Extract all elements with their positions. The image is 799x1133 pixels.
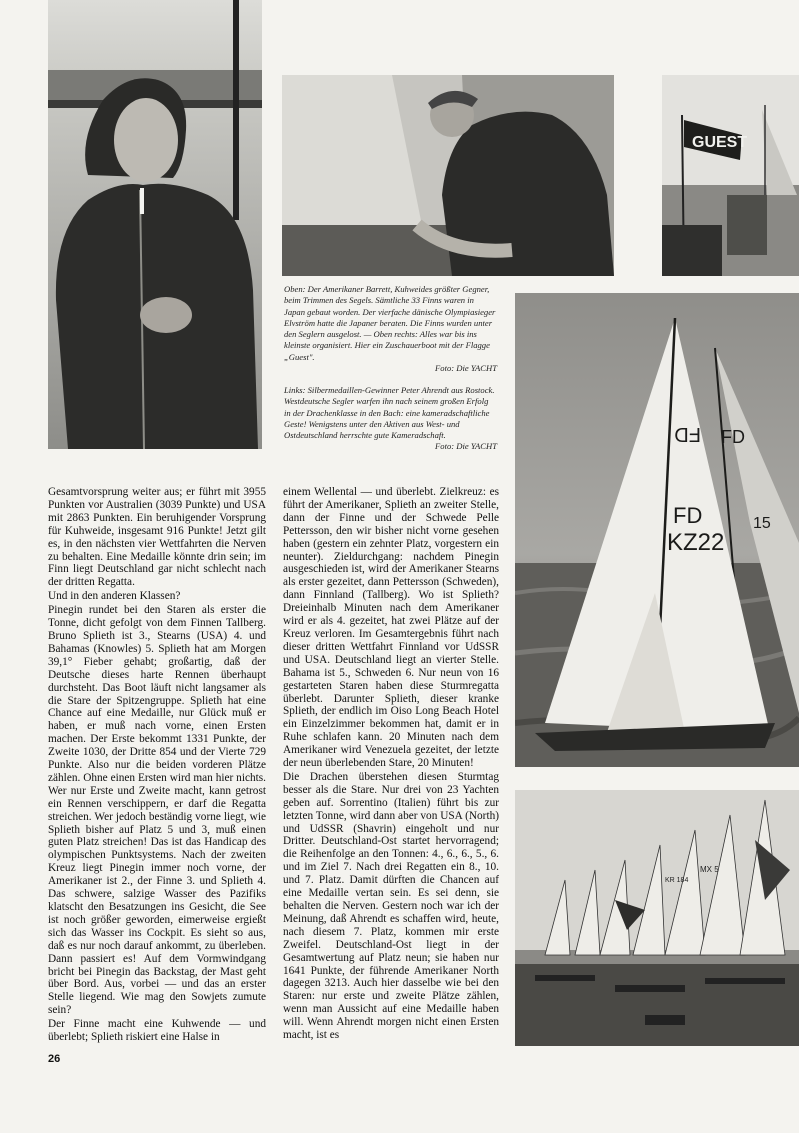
photo-barrett-trimming xyxy=(282,75,614,276)
paragraph: Die Drachen überstehen diesen Sturmtag besser als die Stare. Nur drei von 23 Yachten geben auf. Sorrentino (Italien) führt bis zur letzten Tonne, wird dann aber von USA (North) und UdSSR (Shavrin) eingeholt und nur Dritter. Deutschland-Ost startet hervorragend; die Reihenfolge an den Tonnen: 4., 6., 6., 5., 6. und im Ziel 7. Nach drei Regatten ein 8., 10. und 7. Platz. Damit dürften die Chancen auf eine Medaille vertan sein. Es sei denn, sie behalten die Nerven. Gestern noch war ich der Meinung, daß Ahrendt es schaffen wird, heute, nach diesem 7. Platz, kommen mir erste Zweifel. Deutschland-Ost liegt in der Gesamtwertung auf Platz neun; sie haben nur 1641 Punkte, der führende Amerikaner North dagegen 3213. Auch hier dasselbe wie bei den Staren: nur erste und zweite Plätze zählen, wenn man Aussicht auf eine Medaille haben will. Wenn Ahrendt morgen nicht einen Ersten macht, ist es xyxy=(283,770,499,1042)
paragraph: Und in den anderen Klassen? xyxy=(48,590,181,603)
boat-label-mx5: MX 5 xyxy=(700,865,719,874)
paragraph: Pinegin rundet bei den Staren als erster die Tonne, dicht gefolgt von dem Finnen Tallberg. Bruno Splieth ist 3., Stearns (USA) 4. und Bahamas (Knowles) 5. Splieth hat am Morgen 39,1° Fieber gehabt; großartig, daß der Deutsche dieses harte Rennen überhaupt durchsteht. Das Boot läuft nicht langsamer als die Stare der Spitzengruppe. Splieth hat eine Chance auf eine Medaille, nur Glück muß er haben, er muß nach vorne, einen Ersten machen. Der Erste bekommt 1331 Punkte, der Zweite 1030, der Dritte 854 und der Vierte 729 Punkte. Also nur die beiden vorderen Plätze zählen. Ohne einen Ersten wird man hier nichts. Wer nur Erste und Zweite macht, kann getrost ein Rennen verschippern, er darf die Regatta streichen. Wer jedoch beständig vorne liegt, wie Splieth bisher auf Platz 5 und 3, muß einen guten Platz streichen! Das ist das Handicap des olympischen Punktsystems. Nach der zweiten Kreuz liegt Pinegin immer noch vorne, der Amerikaner ist 2., der Finne 3. und Splieth 4. Das schwere, salzige Wasser des Pazifiks klatscht den Besatzungen ins Gesicht, die See ist noch größer geworden, eimerweise ergießt sich das Wasser ins Cockpit. Es sieht so aus, daß es nur noch darauf ankommt, zu überleben. Dann passiert es! Auf dem Vormwindgang bricht bei Pinegin das Backstag, der Mast geht über Bord. Aus, vorbei — und das an erster Stelle liegend. Wie mag den Sowjets zumute sein? xyxy=(48,604,266,1017)
article-column-2 xyxy=(283,486,499,1042)
page-number: 26 xyxy=(48,1053,61,1065)
caption-top-text: Oben: Der Amerikaner Barrett, Kuhweides größter Gegner, beim Trimmen des Segels. Sämtliche 33 Finns waren in Japan gebaut worden. Der vierfache dänische Olympiasieger Elvström hatte die Japaner beraten. Die Finns wurden unter den Seglern ausgelost. — Oben rechts: Alles war bis ins kleinste organisiert. Hier ein Zuschauerboot mit der Flagge „Guest". xyxy=(284,284,496,362)
sail-text-fd: FD xyxy=(673,503,703,528)
sail-text-kz22: KZ22 xyxy=(667,529,725,556)
paragraph: Gesamtvorsprung weiter aus; er führt mit 3955 Punkten vor Australien (3039 Punkte) und USA mit 2863 Punkten. Ein beruhigender Vorsprung für Kuhweide, insgesamt 916 Punkte! Jetzt gilt es, in den nächsten vier Wettfahrten die Nerven zu behalten. Eine Medaille könnte drin sein; im Finn liegt Deutschland gar nicht schlecht nach der dritten Regatta. xyxy=(48,486,266,589)
article-column-1 xyxy=(48,486,266,1044)
photo-flying-dutchman xyxy=(515,293,799,767)
photo-guest-boat xyxy=(662,75,799,276)
photo-harbor-boats xyxy=(515,790,799,1046)
paragraph: einem Wellental — und überlebt. Zielkreuz: es führt der Amerikaner, Splieth an zweiter Stelle, dann der Finne und der Schwede Pelle Pettersson, den wir bisher nicht vorne gesehen haben (gestern ein zehnter Platz, vorgestern ein neunter). Zieldurchgang: nachdem Pinegin ausgeschieden ist, wird der Amerikaner Stearns als erster gezeitet, dann Pettersson (Schweden), dann Finnland (Tallberg). Wo ist Splieth? Dreieinhalb Minuten nach dem Amerikaner wird er als 4. gezeitet, hat zwei Plätze auf der Kreuz verloren. Im Gesamtergebnis führt nach dieser dritten Wettfahrt Finnland vor UdSSR und USA. Deutschland liegt an vierter Stelle. Bahama ist 5., Schweden 6. Nur neun von 16 gestarteten Staren haben diese Sturmregatta überlebt. Darunter Splieth, dieser kranke Splieth, der endlich im Oiso Long Beach Hotel ein Einzelzimmer bekommen hat, damit er in Ruhe schlafen kann. 20 Minuten nach dem Amerikaner wird Venezuela gezeitet, der letzte der neun überlebenden Stare, 20 Minuten! xyxy=(283,486,499,770)
flag-text: GUEST xyxy=(692,134,748,151)
sail-text-mirror-fd: FD xyxy=(674,423,701,445)
caption-left xyxy=(284,385,497,453)
caption-top-credit: Foto: Die YACHT xyxy=(435,363,497,374)
photo-sailor-smoking xyxy=(48,0,262,449)
sail-text-fd-2: FD xyxy=(721,427,745,447)
caption-left-text: Links: Silbermedaillen-Gewinner Peter Ahrendt aus Rostock. Westdeutsche Segler warfen ihn nach seinem großen Erfolg in der Drachenklasse in den Bach: eine kameradschaftliche Geste! Wenigstens unter den Aktiven aus West- und Ostdeutschland herrschte gute Kameradschaft. xyxy=(284,385,495,441)
boat-label-kr184: KR 184 xyxy=(665,877,689,884)
caption-left-credit: Foto: Die YACHT xyxy=(435,441,497,452)
sail-text-15: 15 xyxy=(753,515,771,532)
paragraph: Der Finne macht eine Kuhwende — und überlebt; Splieth riskiert eine Halse in xyxy=(48,1018,266,1044)
caption-top xyxy=(284,284,497,374)
